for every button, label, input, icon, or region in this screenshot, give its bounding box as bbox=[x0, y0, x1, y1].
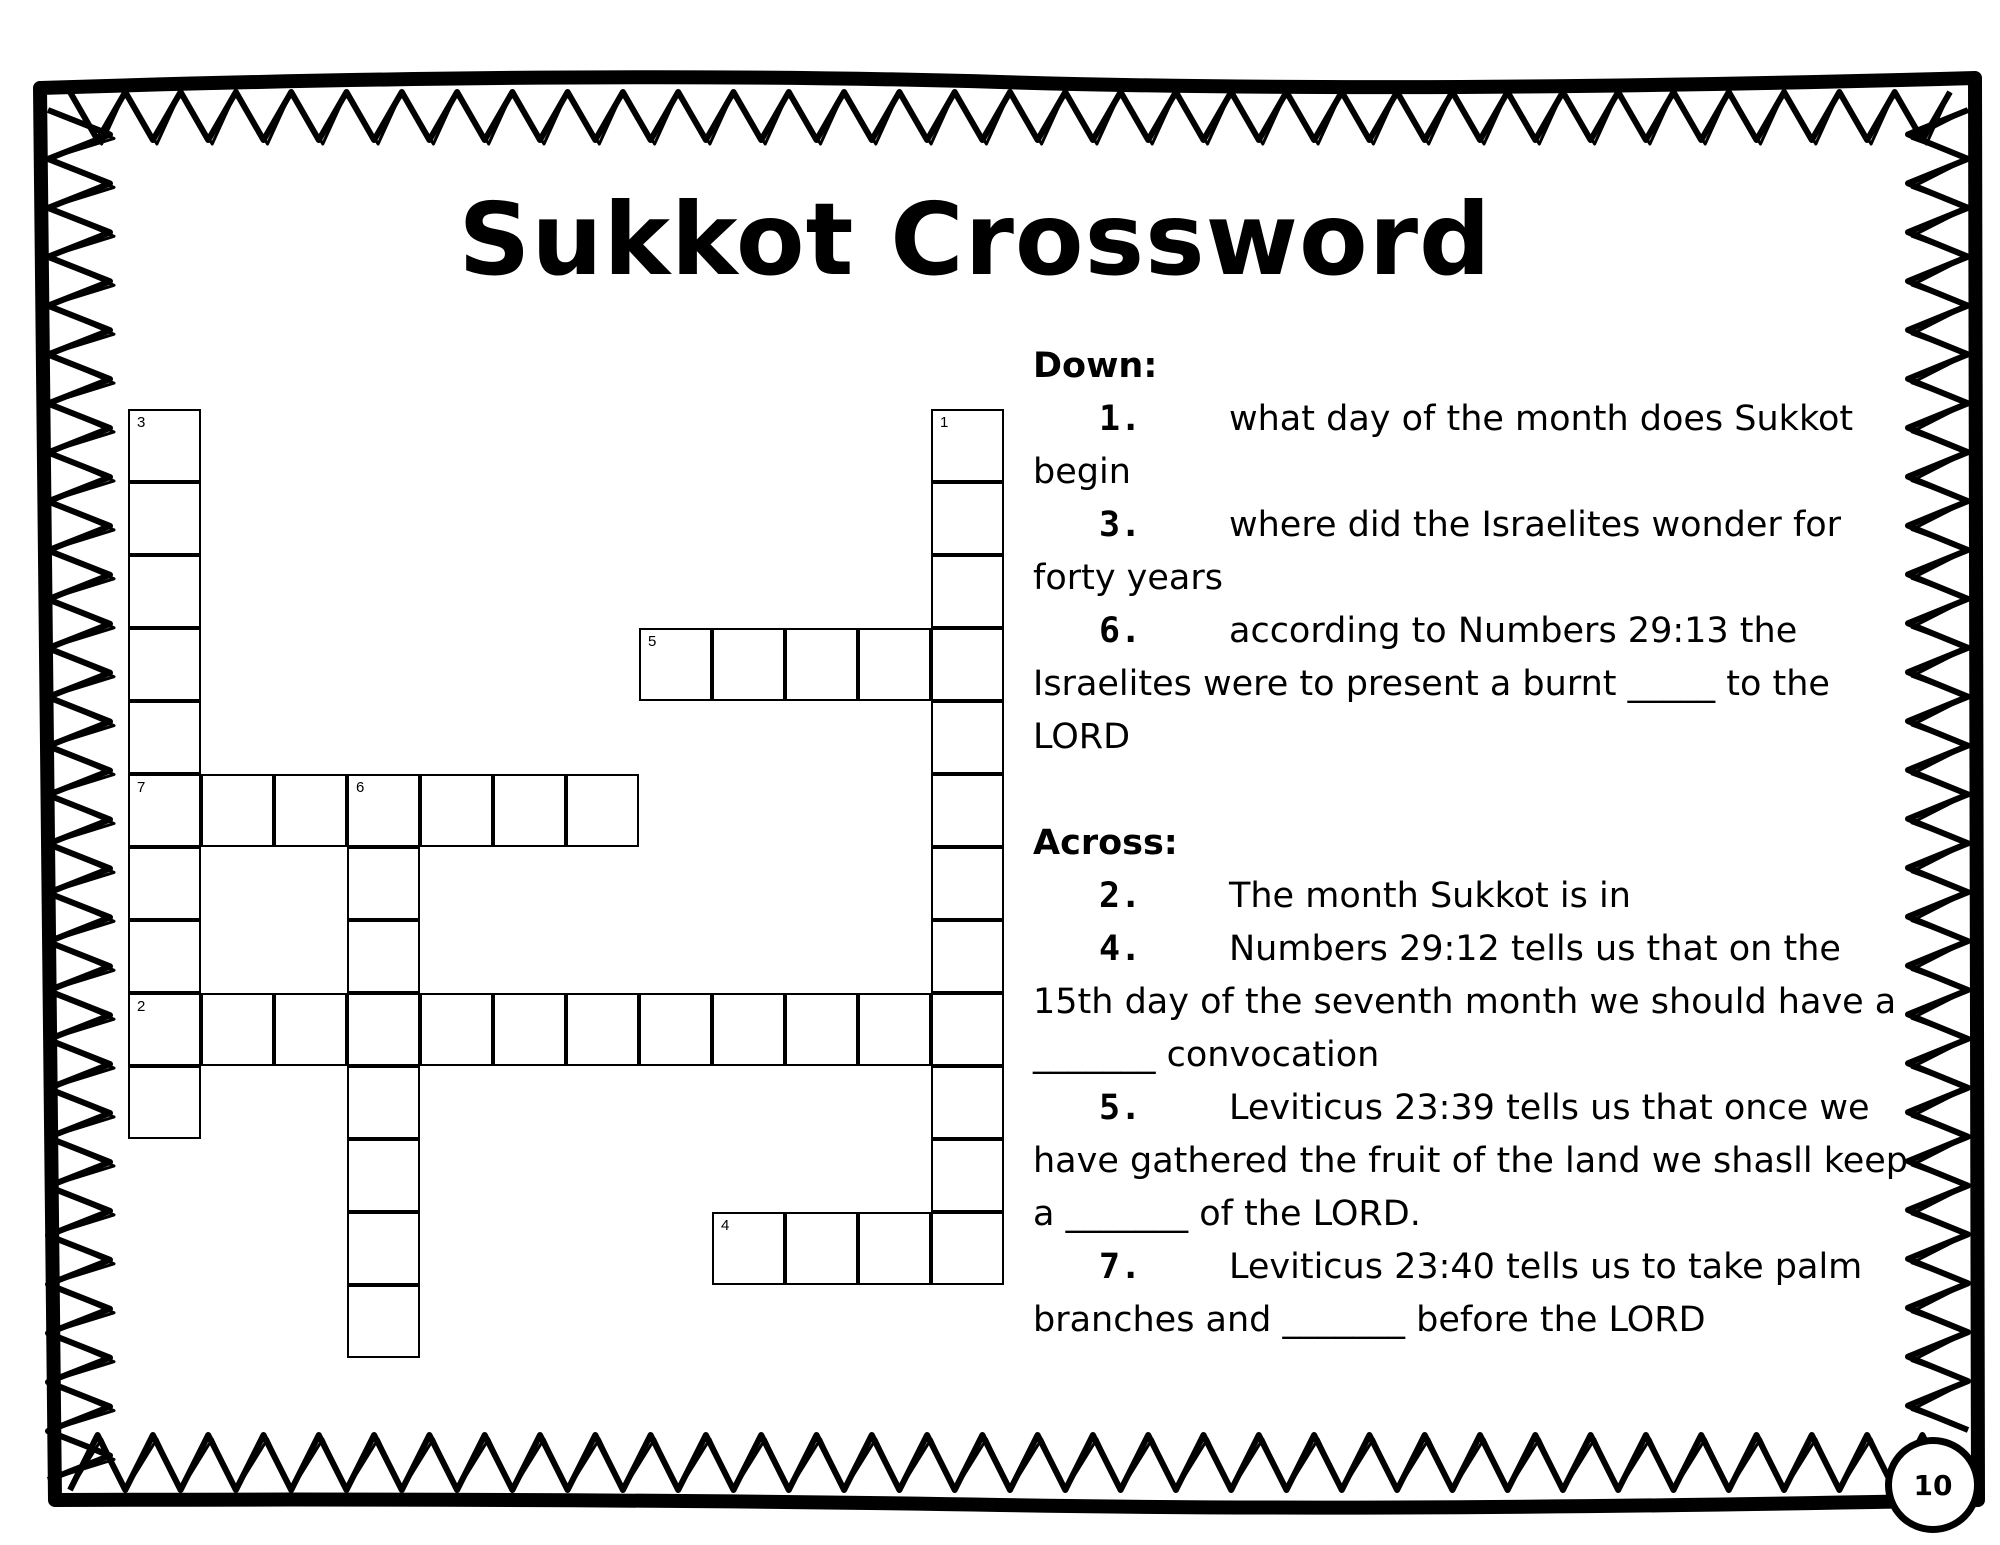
crossword-cell[interactable] bbox=[128, 701, 201, 774]
cell-clue-number: 1 bbox=[940, 414, 949, 431]
crossword-cell[interactable] bbox=[931, 701, 1004, 774]
crossword-cell[interactable] bbox=[931, 774, 1004, 847]
crossword-cell[interactable] bbox=[128, 1066, 201, 1139]
crossword-cell[interactable] bbox=[785, 993, 858, 1066]
crossword-cell[interactable] bbox=[347, 847, 420, 920]
clue-text: according to Numbers 29:13 the Israelites were to present a burnt _____ to the LORD bbox=[1033, 611, 1830, 757]
crossword-cell[interactable] bbox=[931, 1139, 1004, 1212]
crossword-cell[interactable] bbox=[347, 993, 420, 1066]
crossword-cell[interactable] bbox=[858, 1212, 931, 1285]
cell-clue-number: 5 bbox=[648, 633, 657, 650]
crossword-cell[interactable] bbox=[785, 628, 858, 701]
crossword-cell[interactable] bbox=[858, 628, 931, 701]
down-clue bbox=[1033, 393, 1913, 499]
clue-number: 2. bbox=[1099, 876, 1142, 916]
crossword-cell[interactable] bbox=[566, 774, 639, 847]
across-clues-section bbox=[1033, 817, 1913, 1347]
clue-number: 6. bbox=[1099, 611, 1142, 651]
clue-text: what day of the month does Sukkot begin bbox=[1033, 399, 1854, 492]
crossword-cell[interactable] bbox=[347, 774, 420, 847]
cell-clue-number: 6 bbox=[356, 779, 365, 796]
crossword-cell[interactable] bbox=[128, 993, 201, 1066]
clue-text: Leviticus 23:39 tells us that once we have gathered the fruit of the land we shasll keep a _______ of the LORD. bbox=[1033, 1088, 1909, 1234]
crossword-cell[interactable] bbox=[128, 628, 201, 701]
crossword-cell[interactable] bbox=[931, 409, 1004, 482]
crossword-cell[interactable] bbox=[785, 1212, 858, 1285]
crossword-cell[interactable] bbox=[712, 993, 785, 1066]
across-clue bbox=[1033, 923, 1913, 1082]
across-clue bbox=[1033, 1082, 1913, 1241]
crossword-cell[interactable] bbox=[420, 993, 493, 1066]
crossword-cell[interactable] bbox=[931, 482, 1004, 555]
clues-panel bbox=[1033, 340, 1913, 1347]
crossword-cell[interactable] bbox=[128, 482, 201, 555]
crossword-cell[interactable] bbox=[566, 993, 639, 1066]
crossword-cell[interactable] bbox=[201, 774, 274, 847]
clue-text: The month Sukkot is in bbox=[1229, 876, 1631, 916]
crossword-cell[interactable] bbox=[858, 993, 931, 1066]
crossword-cell[interactable] bbox=[128, 409, 201, 482]
down-clues-section bbox=[1033, 340, 1913, 764]
clue-number: 4. bbox=[1099, 929, 1142, 969]
page-title: Sukkot Crossword bbox=[458, 181, 1492, 298]
crossword-cell[interactable] bbox=[347, 1212, 420, 1285]
crossword-cell[interactable] bbox=[128, 555, 201, 628]
crossword-cell[interactable] bbox=[931, 920, 1004, 993]
crossword-cell[interactable] bbox=[493, 993, 566, 1066]
crossword-cell[interactable] bbox=[493, 774, 566, 847]
crossword-cell[interactable] bbox=[931, 555, 1004, 628]
crossword-cell[interactable] bbox=[931, 1212, 1004, 1285]
cell-clue-number: 4 bbox=[721, 1217, 730, 1234]
crossword-cell[interactable] bbox=[420, 774, 493, 847]
crossword-cell[interactable] bbox=[712, 1212, 785, 1285]
crossword-cell[interactable] bbox=[347, 1139, 420, 1212]
across-clue bbox=[1033, 870, 1913, 923]
clue-number: 7. bbox=[1099, 1247, 1142, 1287]
crossword-cell[interactable] bbox=[347, 1066, 420, 1139]
across-clue bbox=[1033, 1241, 1913, 1347]
clue-number: 1. bbox=[1099, 399, 1142, 439]
clue-text: where did the Israelites wonder for forty years bbox=[1033, 505, 1842, 598]
crossword-cell[interactable] bbox=[128, 920, 201, 993]
down-heading: Down: bbox=[1033, 346, 1158, 386]
crossword-cell[interactable] bbox=[639, 993, 712, 1066]
crossword-cell[interactable] bbox=[347, 1285, 420, 1358]
clue-text: Numbers 29:12 tells us that on the 15th day of the seventh month we should have a _______ convocation bbox=[1033, 929, 1897, 1075]
crossword-cell[interactable] bbox=[712, 628, 785, 701]
crossword-cell[interactable] bbox=[639, 628, 712, 701]
crossword-cell[interactable] bbox=[931, 847, 1004, 920]
across-heading: Across: bbox=[1033, 823, 1178, 863]
crossword-cell[interactable] bbox=[274, 993, 347, 1066]
crossword-cell[interactable] bbox=[931, 628, 1004, 701]
crossword-cell[interactable] bbox=[128, 847, 201, 920]
cell-clue-number: 7 bbox=[137, 779, 146, 796]
crossword-cell[interactable] bbox=[274, 774, 347, 847]
cell-clue-number: 2 bbox=[137, 998, 146, 1015]
cell-clue-number: 3 bbox=[137, 414, 146, 431]
crossword-cell[interactable] bbox=[201, 993, 274, 1066]
crossword-cell[interactable] bbox=[931, 1066, 1004, 1139]
down-clue bbox=[1033, 605, 1913, 764]
clue-number: 5. bbox=[1099, 1088, 1142, 1128]
crossword-cell[interactable] bbox=[347, 920, 420, 993]
clue-text: Leviticus 23:40 tells us to take palm branches and _______ before the LORD bbox=[1033, 1247, 1863, 1340]
clue-number: 3. bbox=[1099, 505, 1142, 545]
down-clue bbox=[1033, 499, 1913, 605]
page-number-badge: 10 bbox=[1885, 1437, 1981, 1533]
crossword-cell[interactable] bbox=[128, 774, 201, 847]
crossword-cell[interactable] bbox=[931, 993, 1004, 1066]
